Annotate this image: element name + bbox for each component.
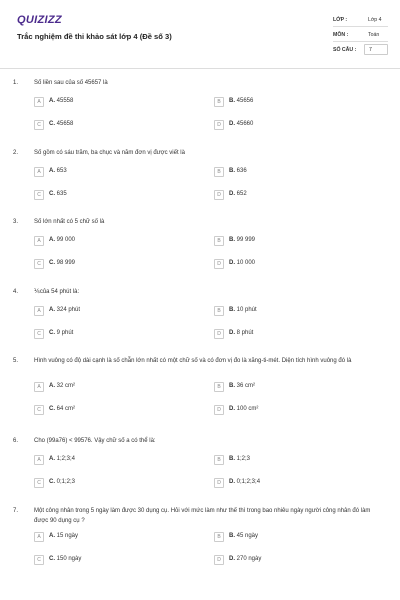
question-number: 4. [13,289,19,295]
question-text: Số liền sau của số 45657 là [34,80,108,86]
option-letter-box: B [214,97,224,107]
answer-option-b[interactable] [214,97,364,109]
divider [333,26,388,27]
answer-option-b[interactable] [214,532,364,544]
option-label: B. [229,307,235,313]
option-value: 36 cm² [236,383,256,389]
option-text [229,121,253,127]
option-letter-box: C [34,478,44,488]
option-letter-box: C [34,190,44,200]
option-value: 1;2;3 [236,456,251,462]
option-text [49,121,73,127]
option-value: 8 phút [236,330,254,336]
option-letter-box: D [214,329,224,339]
option-value: 636 [236,168,247,174]
option-value: 100 cm² [236,406,259,412]
option-letter-box: A [34,532,44,542]
answer-option-d[interactable] [214,555,364,567]
subject-value: Toán [368,32,380,38]
option-letter-box: D [214,190,224,200]
option-label: C. [49,121,55,127]
option-value: 15 ngày [56,533,79,539]
option-value: 45658 [56,121,74,127]
question-number: 6. [13,438,19,444]
answer-option-c[interactable] [34,259,184,271]
question-number: 7. [13,508,19,514]
option-label: D. [229,191,235,197]
question-text: Hình vuông có độ dài cạnh là số chẵn lớn nhất có một chữ số và có đơn vị đo là xăng-ti-mét. Diện tích hình vuông đó là [34,358,352,364]
answer-option-d[interactable] [214,478,364,490]
option-label: C. [49,260,55,266]
option-text [49,556,81,562]
question-count-label: SỐ CÂU : [333,47,357,53]
option-label: B. [229,237,235,243]
option-text [49,260,75,266]
quizizz-logo: QUIZIZZ [17,14,62,26]
option-letter-box: B [214,382,224,392]
option-label: D. [229,330,235,336]
question-number: 5. [13,358,19,364]
option-text [229,260,255,266]
answer-option-c[interactable] [34,329,184,341]
answer-option-b[interactable] [214,167,364,179]
option-letter-box: C [34,259,44,269]
answer-option-b[interactable] [214,306,364,318]
option-value: 32 cm² [56,383,76,389]
option-letter-box: A [34,382,44,392]
answer-option-d[interactable] [214,329,364,341]
option-label: D. [229,406,235,412]
question-number: 1. [13,80,19,86]
option-letter-box: D [214,478,224,488]
option-value: 64 cm² [56,406,76,412]
option-value: 0;1;2;3;4 [236,479,261,485]
option-value: 270 ngày [236,556,262,562]
option-label: B. [229,456,235,462]
option-text [229,479,260,485]
option-letter-box: B [214,306,224,316]
worksheet-title: Trắc nghiệm đề thi khảo sát lớp 4 (Đề số 3) [17,32,172,41]
option-text [49,168,67,174]
option-label: C. [49,556,55,562]
option-value: 1;2;3;4 [56,456,76,462]
option-value: 99 999 [236,237,256,243]
option-letter-box: A [34,236,44,246]
option-value: 45656 [236,98,254,104]
option-value: 98 999 [56,260,76,266]
option-text [229,330,253,336]
option-value: 9 phút [56,330,74,336]
option-text [49,406,75,412]
option-letter-box: C [34,120,44,130]
option-text [229,533,258,539]
question-text: Cho (99a76) < 99576. Vậy chữ số a có thể là: [34,438,156,444]
option-value: 652 [236,191,247,197]
question-text: Một công nhân trong 5 ngày làm được 30 dụng cụ. Hỏi với mức làm như thế thì trong bao nhiêu ngày người công nhân đó làm được 90 dụng cụ ? [34,508,371,524]
answer-option-b[interactable] [214,382,364,394]
answer-option-b[interactable] [214,236,364,248]
option-label: C. [49,479,55,485]
option-letter-box: A [34,97,44,107]
option-letter-box: D [214,405,224,415]
option-value: 10 phút [236,307,257,313]
option-label: C. [49,330,55,336]
option-letter-box: A [34,167,44,177]
option-text [229,556,261,562]
option-letter-box: D [214,120,224,130]
question-text: Số lớn nhất có 5 chữ số là [34,219,105,225]
option-text [49,191,67,197]
option-label: A. [49,456,55,462]
option-letter-box: A [34,455,44,465]
option-text [49,307,80,313]
option-value: 150 ngày [56,556,82,562]
option-letter-box: D [214,259,224,269]
option-label: C. [49,406,55,412]
option-label: D. [229,556,235,562]
answer-option-a[interactable] [34,532,184,544]
option-text [49,98,73,104]
option-value: 635 [56,191,67,197]
option-label: B. [229,383,235,389]
answer-option-a[interactable] [34,455,184,467]
option-text [49,533,78,539]
option-letter-box: B [214,167,224,177]
option-text [49,479,75,485]
header-divider [0,68,400,69]
option-text [229,456,250,462]
answer-option-c[interactable] [34,120,184,132]
option-letter-box: A [34,306,44,316]
option-label: D. [229,121,235,127]
worksheet-header [0,0,400,68]
option-text [229,98,253,104]
subject-label: MÔN : [333,32,349,38]
question-number: 3. [13,219,19,225]
option-text [229,383,255,389]
answer-option-d[interactable] [214,405,364,417]
answer-option-c[interactable] [34,478,184,490]
answer-option-a[interactable] [34,382,184,394]
answer-option-b[interactable] [214,455,364,467]
answer-option-d[interactable] [214,259,364,271]
answer-option-c[interactable] [34,555,184,567]
option-letter-box: B [214,455,224,465]
option-label: A. [49,168,55,174]
option-label: D. [229,260,235,266]
question-text: Số gồm có sáu trăm, ba chục và năm đơn vị được viết là [34,150,185,156]
question-number: 2. [13,150,19,156]
divider [333,41,388,42]
option-value: 45558 [56,98,74,104]
option-label: A. [49,98,55,104]
option-value: 653 [56,168,67,174]
option-label: A. [49,533,55,539]
option-label: D. [229,479,235,485]
option-value: 45660 [236,121,254,127]
option-value: 45 ngày [236,533,259,539]
answer-option-c[interactable] [34,405,184,417]
option-text [49,383,75,389]
answer-option-a[interactable] [34,306,184,318]
option-letter-box: B [214,236,224,246]
answer-option-a[interactable] [34,167,184,179]
option-text [229,307,257,313]
option-text [229,168,247,174]
option-value: 99 000 [56,237,76,243]
option-text [49,456,75,462]
option-label: B. [229,168,235,174]
question-text: ⅙của 54 phút là: [34,289,80,295]
answer-option-d[interactable] [214,190,364,202]
option-letter-box: D [214,555,224,565]
answer-option-c[interactable] [34,190,184,202]
option-text [229,237,255,243]
option-letter-box: C [34,405,44,415]
option-label: C. [49,191,55,197]
answer-option-a[interactable] [34,97,184,109]
option-letter-box: C [34,329,44,339]
option-letter-box: B [214,532,224,542]
class-value: Lớp 4 [368,17,382,23]
option-label: B. [229,98,235,104]
answer-option-a[interactable] [34,236,184,248]
answer-option-d[interactable] [214,120,364,132]
option-value: 0;1;2;3 [56,479,76,485]
option-label: B. [229,533,235,539]
class-label: LỚP : [333,17,348,23]
option-label: A. [49,237,55,243]
option-text [229,191,247,197]
question-count-box: 7 [364,44,388,55]
option-text [49,237,75,243]
option-label: A. [49,307,55,313]
option-text [49,330,73,336]
option-value: 324 phút [56,307,81,313]
option-letter-box: C [34,555,44,565]
option-label: A. [49,383,55,389]
option-text [229,406,258,412]
option-value: 10 000 [236,260,256,266]
